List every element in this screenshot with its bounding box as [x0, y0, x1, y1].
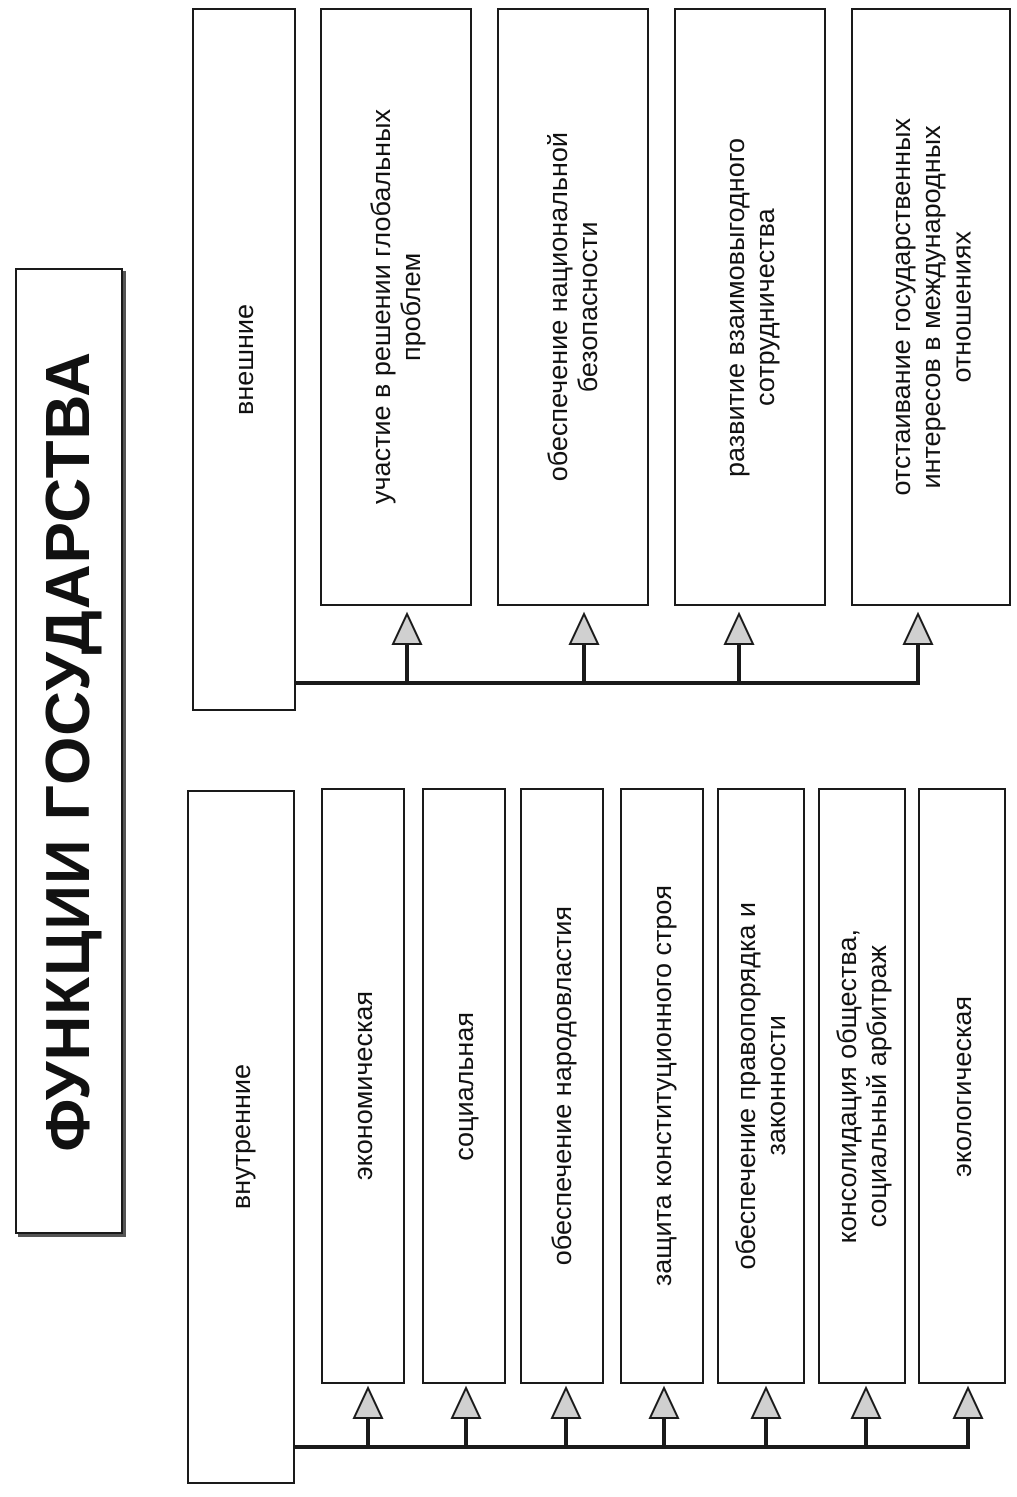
external-header-box — [192, 8, 296, 711]
internal-item-box — [918, 788, 1006, 1384]
external-arrow-head — [725, 614, 753, 644]
external-item-label: участие в решении глобальных проблем — [365, 109, 426, 505]
internal-item-box — [520, 788, 604, 1384]
internal-header-label: внутренние — [225, 1064, 256, 1210]
external-arrow-head — [570, 614, 598, 644]
external-item-box — [851, 8, 1011, 606]
internal-header-box — [187, 790, 295, 1484]
internal-arrow-head — [752, 1388, 780, 1418]
internal-arrow-head — [552, 1388, 580, 1418]
internal-item-label: экономическая — [347, 991, 378, 1181]
internal-item-label: консолидация общества, социальный арбитраж — [831, 928, 892, 1244]
external-item-box — [320, 8, 472, 606]
internal-arrow-head — [354, 1388, 382, 1418]
external-arrow-head — [904, 614, 932, 644]
internal-item-label: социальная — [448, 1011, 479, 1161]
external-item-box — [497, 8, 649, 606]
external-arrow-head — [393, 614, 421, 644]
internal-arrow-head — [852, 1388, 880, 1418]
internal-item-box — [422, 788, 506, 1384]
internal-item-box — [321, 788, 405, 1384]
internal-item-box — [717, 788, 805, 1384]
internal-arrow-head — [452, 1388, 480, 1418]
internal-item-label: экологическая — [946, 995, 977, 1177]
external-item-box — [674, 8, 826, 606]
external-header-label: внешние — [228, 304, 259, 415]
internal-item-label: обеспечение народовластия — [546, 906, 577, 1266]
internal-item-label: обеспечение правопорядка и законности — [730, 902, 791, 1270]
title-box — [15, 268, 123, 1234]
external-item-label: отстаивание государственных интересов в международных отношениях — [885, 118, 977, 496]
external-item-label: обеспечение национальной безопасности — [542, 132, 603, 482]
internal-item-label: защита конституционного строя — [646, 885, 677, 1287]
internal-arrow-head — [650, 1388, 678, 1418]
internal-item-box — [620, 788, 704, 1384]
external-item-label: развитие взаимовыгодного сотрудничества — [719, 137, 780, 477]
internal-arrow-head — [954, 1388, 982, 1418]
internal-item-box — [818, 788, 906, 1384]
diagram-title: ФУНКЦИИ ГОСУДАРСТВА — [34, 350, 104, 1152]
